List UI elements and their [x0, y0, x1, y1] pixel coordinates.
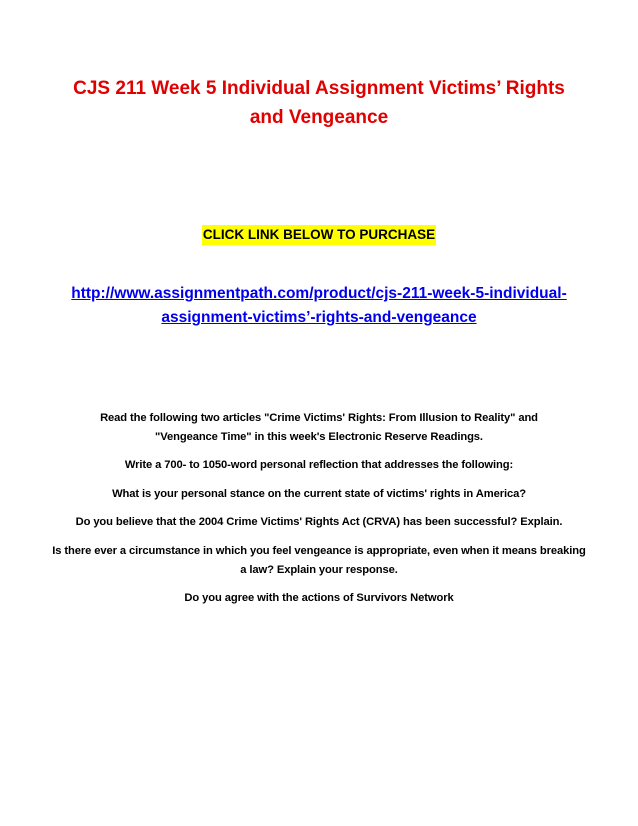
question-survivors-network: Do you agree with the actions of Survivors Network	[184, 592, 454, 604]
document-title: CJS 211 Week 5 Individual Assignment Victims’ Rights and Vengeance	[73, 78, 565, 128]
purchase-callout-text: CLICK LINK BELOW TO PURCHASE	[202, 225, 436, 245]
word-count-paragraph: Write a 700- to 1050-word personal reflection that addresses the following:	[124, 459, 514, 471]
question-personal-stance: What is your personal stance on the current state of victims' rights in America?	[112, 488, 526, 500]
purchase-link[interactable]: http://www.assignmentpath.com/product/cjs-211-week-5-individual-assignment-victims’-rights-and-vengeance	[71, 285, 567, 326]
purchase-callout	[0, 225, 638, 245]
question-vengeance: Is there ever a circumstance in which you feel vengeance is appropriate, even when it means breaking a law? Explain your response.	[52, 545, 586, 576]
question-crva-success: Do you believe that the 2004 Crime Victims' Rights Act (CRVA) has been successful? Explain.	[75, 516, 563, 528]
instructions-paragraph: Read the following two articles "Crime Victims' Rights: From Illusion to Reality" and "Vengeance Time" in this week's Electronic Reserve Readings.	[100, 412, 538, 443]
